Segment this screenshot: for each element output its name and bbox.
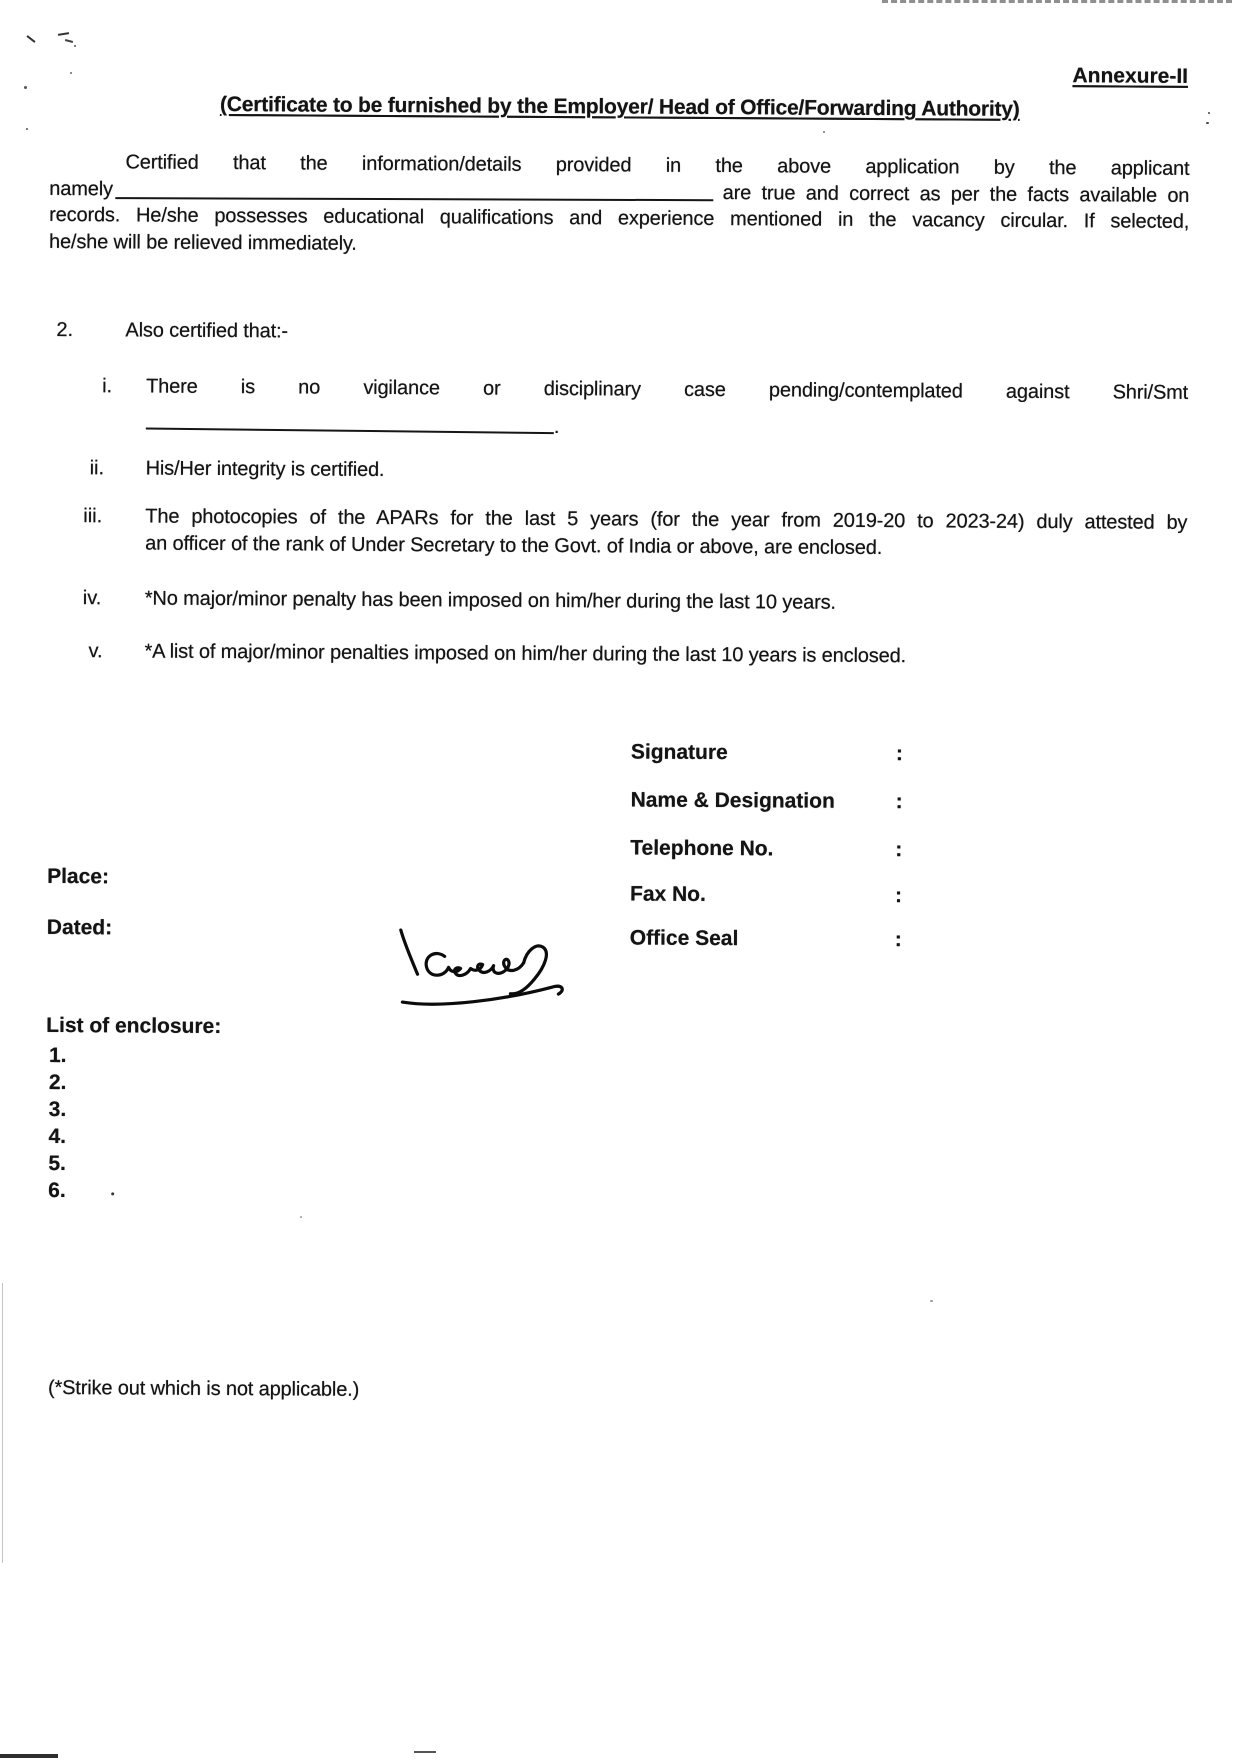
signature-row bbox=[631, 741, 903, 767]
office-seal-colon: : bbox=[894, 928, 902, 952]
office-seal-row bbox=[630, 926, 902, 952]
enclosure-number-5: 5. bbox=[48, 1151, 66, 1176]
item-iv-marker: iv. bbox=[82, 587, 102, 610]
item-i-blank-row bbox=[146, 413, 560, 440]
enclosure-number-2: 2. bbox=[48, 1070, 67, 1095]
applicant-name-blank bbox=[115, 182, 713, 201]
certification-line-2-suffix: are true and correct as per the facts available on bbox=[722, 182, 1190, 207]
signature-label: Signature bbox=[630, 740, 728, 765]
item-i-text: There is no vigilance or disciplinary case pending/contemplated against Shri/Smt bbox=[146, 375, 1189, 404]
section-2-number: 2. bbox=[56, 318, 74, 342]
dated-label: Dated: bbox=[46, 915, 113, 940]
telephone-label: Telephone No. bbox=[630, 836, 774, 861]
handwritten-signature bbox=[392, 922, 583, 1023]
name-designation-row bbox=[631, 788, 903, 814]
item-ii-marker: ii. bbox=[89, 457, 105, 480]
enclosure-heading: List of enclosure: bbox=[46, 1013, 222, 1039]
enclosure-number-4: 4. bbox=[48, 1124, 67, 1149]
fax-colon: : bbox=[894, 884, 903, 908]
scan-artifact-dot bbox=[111, 1192, 114, 1195]
enclosure-number-1: 1. bbox=[48, 1043, 67, 1068]
name-designation-colon: : bbox=[895, 790, 903, 814]
fax-label: Fax No. bbox=[629, 882, 706, 906]
name-designation-label: Name & Designation bbox=[630, 788, 835, 813]
telephone-colon: : bbox=[895, 838, 903, 862]
office-seal-label: Office Seal bbox=[629, 926, 739, 951]
name-blank bbox=[146, 412, 554, 434]
namely-label: namely bbox=[49, 177, 113, 201]
place-label: Place: bbox=[47, 864, 110, 889]
item-iv-text: *No major/minor penalty has been imposed on him/her during the last 10 years. bbox=[144, 587, 836, 614]
certification-line-1: Certified that the information/details provided in the above application by the applicant bbox=[125, 151, 1190, 180]
telephone-row bbox=[630, 836, 902, 862]
item-v-marker: v. bbox=[88, 640, 103, 663]
item-ii-text: His/Her integrity is certified. bbox=[145, 457, 385, 481]
annexure-label: Annexure-II bbox=[1072, 64, 1189, 88]
section-2-heading: Also certified that:- bbox=[125, 319, 289, 343]
signature-colon: : bbox=[895, 742, 903, 766]
item-i-marker: i. bbox=[102, 375, 113, 398]
scan-artifact-top-dashed-line bbox=[882, 0, 1232, 3]
enclosure-number-6: 6. bbox=[48, 1178, 66, 1203]
strike-out-footnote: (*Strike out which is not applicable.) bbox=[47, 1376, 360, 1401]
item-i-period: . bbox=[553, 416, 560, 439]
page-title: (Certificate to be furnished by the Employer/ Head of Office/Forwarding Authority) bbox=[219, 92, 1020, 121]
item-iii-line-2: an officer of the rank of Under Secretary to the Govt. of India or above, are enclosed. bbox=[145, 532, 883, 560]
certification-line-4: he/she will be relieved immediately. bbox=[48, 230, 357, 255]
item-iii-marker: iii. bbox=[83, 505, 103, 528]
enclosure-number-3: 3. bbox=[48, 1097, 67, 1122]
item-v-text: *A list of major/minor penalties imposed on him/her during the last 10 years is enclosed. bbox=[144, 640, 907, 668]
item-iii-line-1: The photocopies of the APARs for the last 5 years (for the year from 2019-20 to 2023-24) duly attested by bbox=[145, 505, 1188, 534]
fax-row bbox=[630, 882, 902, 908]
certification-line-3: records. He/she possesses educational qualifications and experience mentioned in the vacancy circular. If selected, bbox=[49, 203, 1190, 233]
